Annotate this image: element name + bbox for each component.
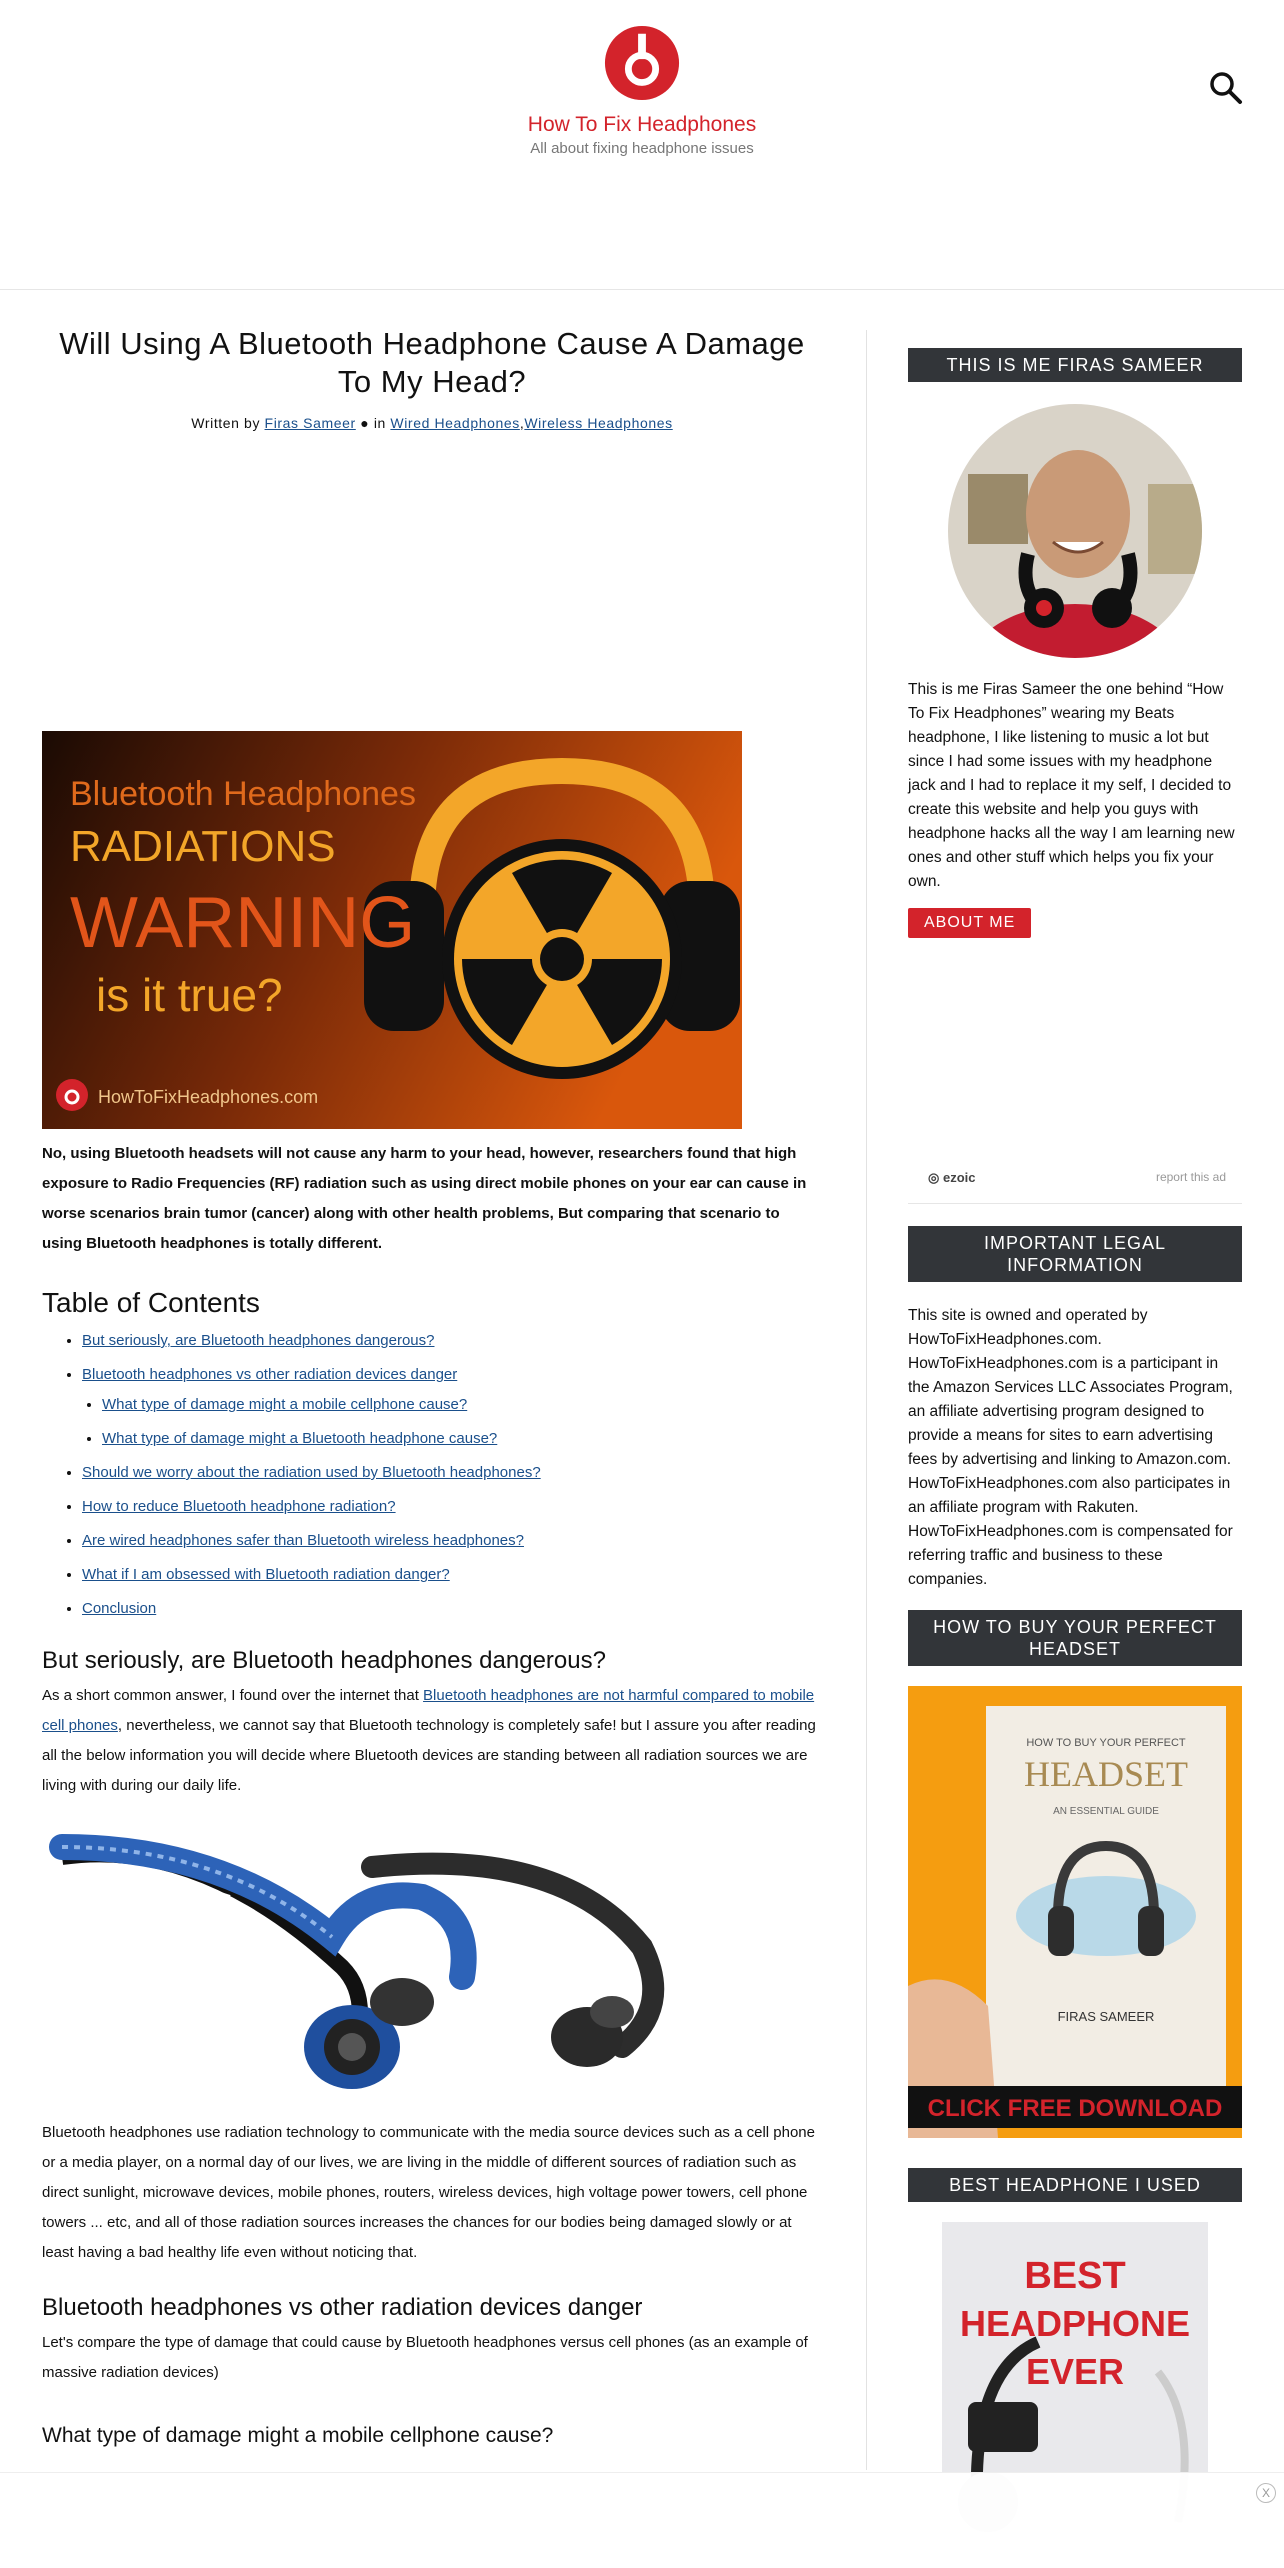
category-link-wireless[interactable]: Wireless Headphones: [524, 415, 673, 431]
byline-separator: ● in: [355, 415, 391, 431]
legal-text: This site is owned and operated by HowToFixHeadphones.com. HowToFixHeadphones.com is a participant in the Amazon Services LLC Associates Program, an affiliate advertising program designed to provide a means for sites to earn advertising fees by advertising and linking to Amazon.com. HowToFixHeadphones.com also participates in an affiliate program with Rakuten. HowToFixHeadphones.com is compensated for referring traffic and business to these companies.: [908, 1307, 1233, 1588]
toc-sublist: [102, 1393, 822, 1451]
toc-item: [82, 1461, 822, 1485]
article-title: Will Using A Bluetooth Headphone Cause A Damage To My Head?: [59, 326, 805, 399]
toc-item: [82, 1495, 822, 1519]
hero-image: [42, 731, 742, 1129]
category-link-wired[interactable]: Wired Headphones: [390, 415, 520, 431]
headphone-logo-icon: [603, 24, 681, 102]
bluetooth-headphone-image: [42, 1827, 692, 2102]
toc-link[interactable]: Bluetooth headphones vs other radiation devices danger: [82, 1366, 458, 1383]
site-title: How To Fix Headphones: [527, 113, 757, 136]
close-ad-button[interactable]: X: [1256, 2483, 1276, 2503]
paragraph-text: , nevertheless, we cannot say that Bluetooth technology is completely safe! but I assure you after reading all the below information you will decide where Bluetooth devices are standing between all radiation sources we are living with during our daily life.: [42, 1717, 816, 1794]
hero-site: HowToFixHeadphones.com: [98, 1087, 319, 1107]
intro-paragraph: No, using Bluetooth headsets will not cause any harm to your head, however, researchers found that high exposure to Radio Frequencies (RF) radiation such as using direct mobile phones on your ear can cause in worse scenarios brain tumor (cancer) along with other health problems, But comparing that scenario to using Bluetooth headphones is totally different.: [42, 1145, 807, 1252]
book-cta: CLICK FREE DOWNLOAD: [927, 2095, 1223, 2122]
best-line-3: EVER: [1025, 2351, 1125, 2392]
bottom-ad-bar: [0, 2472, 1284, 2568]
about-me-button[interactable]: ABOUT ME: [908, 908, 1031, 938]
toc-title: Table of Contents: [42, 1287, 260, 1318]
toc-link[interactable]: But seriously, are Bluetooth headphones dangerous?: [82, 1332, 435, 1349]
section-paragraph: [42, 1681, 822, 1801]
toc-item: [82, 1363, 822, 1451]
toc-item: [82, 1597, 822, 1621]
article-byline: [42, 415, 822, 431]
buy-widget-title: HOW TO BUY YOUR PERFECT HEADSET: [908, 1610, 1242, 1666]
book-line-2: HEADSET: [1024, 1754, 1188, 1794]
book-author: FIRAS SAMEER: [1057, 2009, 1155, 2024]
author-avatar: [948, 404, 1202, 658]
legal-widget-title: IMPORTANT LEGAL INFORMATION: [908, 1226, 1242, 1282]
toc-item: [82, 1329, 822, 1353]
site-tagline: All about fixing headphone issues: [530, 140, 754, 157]
ezoic-label[interactable]: ◎ ezoic: [928, 1170, 976, 1185]
toc-link[interactable]: Conclusion: [82, 1600, 157, 1617]
section-paragraph: Let's compare the type of damage that could cause by Bluetooth headphones versus cell phones (as an example of massive radiation devices): [42, 2334, 808, 2381]
toc-subitem: [102, 1393, 822, 1417]
toc-link[interactable]: What type of damage might a mobile cellphone cause?: [102, 1396, 468, 1413]
report-ad-link[interactable]: report this ad: [1155, 1170, 1226, 1184]
author-photo: [948, 404, 1202, 658]
paragraph-text: As a short common answer, I found over the internet that: [42, 1687, 424, 1704]
search-icon[interactable]: [1208, 70, 1244, 106]
site-logo[interactable]: [500, 24, 784, 157]
section-heading: But seriously, are Bluetooth headphones dangerous?: [42, 1647, 606, 1674]
hero-line-4: is it true?: [96, 969, 283, 1021]
article-content: [42, 325, 822, 2448]
toc-link[interactable]: Are wired headphones safer than Bluetooth wireless headphones?: [82, 1532, 524, 1549]
ad-placeholder: [42, 431, 822, 731]
best-line-2: HEADPHONE: [959, 2303, 1191, 2344]
site-header: [0, 0, 1284, 290]
table-of-contents: [82, 1329, 822, 1621]
best-widget-title: BEST HEADPHONE I USED: [908, 2168, 1242, 2202]
byline-prefix: Written by: [191, 415, 261, 431]
sidebar: [908, 348, 1242, 2542]
toc-link[interactable]: What if I am obsessed with Bluetooth radiation danger?: [82, 1566, 450, 1583]
toc-link[interactable]: Should we worry about the radiation used by Bluetooth headphones?: [82, 1464, 541, 1481]
ebook-download-banner[interactable]: [908, 1686, 1242, 2138]
hero-line-3: WARNING: [70, 883, 416, 963]
toc-item: [82, 1563, 822, 1587]
book-line-1: HOW TO BUY YOUR PERFECT: [1026, 1737, 1186, 1749]
section-heading: Bluetooth headphones vs other radiation devices danger: [42, 2294, 643, 2321]
toc-item: [82, 1529, 822, 1553]
product-label: PLT: [190, 1880, 232, 1913]
best-line-1: BEST: [1024, 2255, 1126, 2297]
ad-footer: [908, 1164, 1242, 1204]
about-widget-title: THIS IS ME FIRAS SAMEER: [908, 348, 1242, 382]
author-link[interactable]: Firas Sameer: [264, 415, 356, 431]
section-paragraph: Bluetooth headphones use radiation technology to communicate with the media source devices such as a cell phone or a media player, on a normal day of our lives, we are living in the middle of different sources of radiation such as direct sunlight, microwave devices, mobile phones, routers, wireless devices, high voltage power towers, cell phone towers ... etc, and all of those radiation sources increases the chances for our bodies being damaged slowly or at least having a bad healthy life even without noticing that.: [42, 2124, 815, 2261]
ezoic-text: ezoic: [942, 1170, 976, 1185]
column-divider: [866, 330, 867, 2470]
subsection-heading: What type of damage might a mobile cellphone cause?: [42, 2424, 554, 2447]
category-comma: ,: [519, 415, 525, 431]
book-line-3: AN ESSENTIAL GUIDE: [1053, 1806, 1159, 1817]
toc-subitem: [102, 1427, 822, 1451]
hero-line-1: Bluetooth Headphones: [70, 775, 416, 813]
inline-link[interactable]: Bluetooth headphones are not harmful compared to mobile cell phones: [42, 1687, 815, 1734]
toc-link[interactable]: What type of damage might a Bluetooth headphone cause?: [102, 1430, 498, 1447]
about-text: This is me Firas Sameer the one behind “How To Fix Headphones” wearing my Beats headphone, I like listening to music a lot but since I had some issues with my headphone jack and I had to replace it my self, I decided to create this website and help you guys with headphone hacks all the way I am learning new ones and other stuff which helps you fix your own.: [908, 681, 1235, 890]
toc-link[interactable]: How to reduce Bluetooth headphone radiation?: [82, 1498, 396, 1515]
hero-line-2: RADIATIONS: [70, 822, 336, 871]
